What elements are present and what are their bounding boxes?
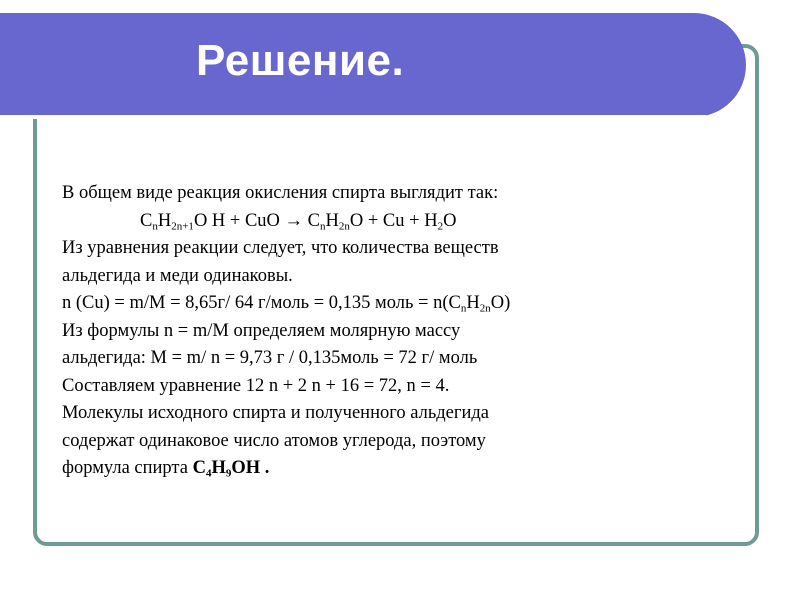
text-segment: C <box>140 210 153 231</box>
subscript: 2n <box>338 219 350 232</box>
text-segment: O + Cu + H <box>349 210 438 231</box>
text-line-5 <box>62 290 682 318</box>
banner-underline <box>0 115 706 119</box>
subscript: 9 <box>225 467 232 480</box>
text-line-1 <box>62 180 682 208</box>
text-segment: Составляем уравнение 12 n + 2 n + 16 = 72, n = 4. <box>62 375 450 396</box>
subscript: 2n+1 <box>171 219 194 232</box>
text-line-4 <box>62 263 682 291</box>
text-segment: O <box>443 210 457 231</box>
text-segment: Из формулы n = m/M определяем молярную массу <box>62 320 461 341</box>
text-line-6 <box>62 318 682 346</box>
subscript: n <box>152 219 158 232</box>
text-segment: n (Cu) = m/M = 8,65г/ 64 г/моль = 0,135 моль = n(C <box>62 293 461 313</box>
text-segment: формула спирта <box>62 458 193 478</box>
text-line-7 <box>62 345 682 373</box>
text-line-2 <box>62 208 682 236</box>
text-line-9 <box>62 400 682 428</box>
text-line-3 <box>62 235 682 263</box>
text-segment: O H + CuO → C <box>193 210 321 231</box>
text-segment: O) <box>490 293 511 313</box>
text-segment: H <box>211 458 226 478</box>
subscript: n <box>320 219 326 232</box>
text-line-10 <box>62 428 682 456</box>
subscript: 4 <box>205 467 212 480</box>
text-segment: Молекулы исходного спирта и полученного альдегида <box>62 403 490 423</box>
text-line-11 <box>62 455 682 483</box>
subscript: 2 <box>437 219 444 232</box>
text-segment: содержат одинаковое число атомов углерода, поэтому <box>62 430 486 451</box>
text-segment: В общем виде реакция окисления спирта выглядит так: <box>62 183 499 203</box>
text-segment: альдегида и меди одинаковы. <box>62 265 293 286</box>
text-segment: H <box>157 210 172 231</box>
text-segment: C <box>192 458 206 478</box>
slide-title: Решение. <box>196 36 405 85</box>
text-segment: H <box>466 293 480 313</box>
subscript: n <box>460 302 467 315</box>
subscript: 2n <box>479 302 491 315</box>
text-segment: альдегида: M = m/ n = 9,73 г / 0,135моль = 72 г/ моль <box>62 348 478 368</box>
text-segment: OH . <box>231 458 270 478</box>
text-line-8 <box>62 373 682 401</box>
text-segment: H <box>325 210 339 231</box>
solution-text <box>62 180 682 483</box>
text-segment: Из уравнения реакции следует, что количества веществ <box>62 238 499 258</box>
